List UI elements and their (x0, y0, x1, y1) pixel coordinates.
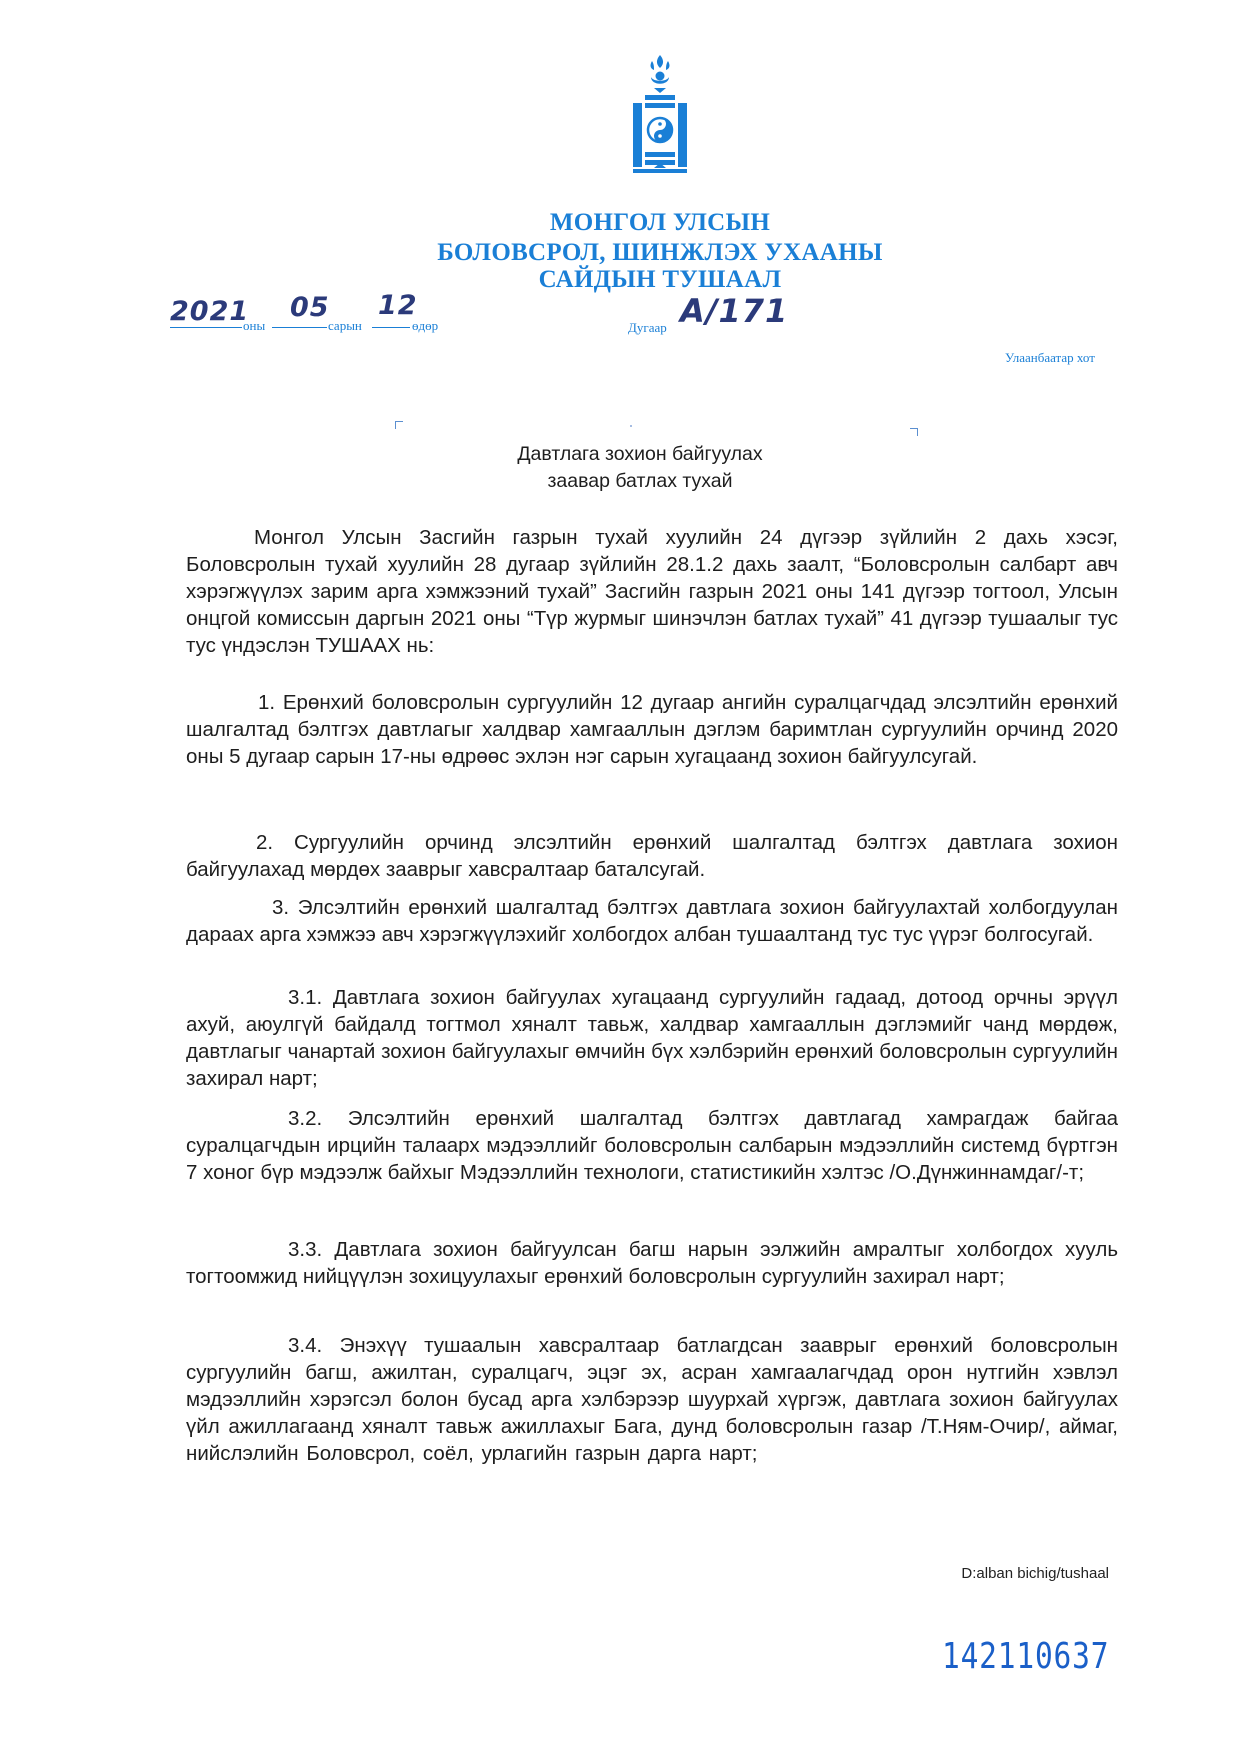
item-2: 2. Сургуулийн орчинд элсэлтийн ерөнхий шалгалтад бэлтгэх давтлага зохион байгуулахад мөрдөх зааврыг хавсралтаар баталсугай. (186, 830, 1118, 881)
soyombo-emblem-icon (621, 55, 699, 190)
date-month-suffix: сарын (328, 318, 362, 333)
header-line-ministry: БОЛОВСРОЛ, ШИНЖЛЭХ УХААНЫ (437, 239, 883, 266)
file-path-footer: D:alban bichig/tushaal (961, 1565, 1109, 1582)
subject-corner-right (910, 428, 918, 436)
date-day-handwritten: 12 (378, 290, 418, 321)
intro-text: Монгол Улсын Засгийн газрын тухай хуулийн 24 дүгээр зүйлийн 2 дахь хэсэг, Боловсролын тухай хуулийн 28 дугаар зүйлийн 28.1.2 дахь заалт, “Боловсролын салбарт авч хэрэгжүүлэх зарим арга хэмжээний тухай” Засгийн газрын 2021 оны 141 дүгээр тогтоол, Улсын онцгой комиссын даргын 2021 оны “Түр журмыг шинэчлэн батлах тухай” 41 дүгээр тушаалыг тус тус үндэслэн ТУШААХ нь: (186, 526, 1118, 657)
order-number-label: Дугаар (628, 320, 667, 335)
item-3-4: 3.4. Энэхүү тушаалын хавсралтаар батлагдсан зааврыг ерөнхий боловсролын сургуулийн багш, ажилтан, суралцагч, эцэг эх, асран хамгаалагчдад орон нутгийн хэвлэл мэдээллийн хэрэгсэл болон бусад арга хэлбэрээр шуурхай хүргэж, давтлага зохион байгуулах үйл ажиллагаанд хяналт тавьж ажиллахыг Бага, дунд боловсролын газар /Т.Ням-Очир/, аймаг, нийслэлийн Боловсрол, соёл, урлагийн газрын дарга нарт; (186, 1333, 1118, 1465)
intro-paragraph (186, 524, 1118, 659)
date-year-underline (170, 327, 242, 328)
city-label: Улаанбаатар хот (1005, 350, 1095, 365)
subject-line-1: Давтлага зохион байгуулах (517, 443, 763, 465)
date-year-handwritten: 2021 (170, 296, 250, 327)
subject-corner-left (395, 421, 403, 429)
date-month-handwritten: 05 (290, 292, 330, 323)
date-year-suffix: оны (243, 318, 266, 333)
date-month-underline (272, 327, 327, 328)
item-3-3: 3.3. Давтлага зохион байгуулсан багш нарын ээлжийн амралтыг холбогдох хууль тогтоомжид нийцүүлэн зохицуулахыг ерөнхий боловсролын сургуулийн захирал нарт; (186, 1237, 1118, 1288)
header-line-country: МОНГОЛ УЛСЫН (549, 209, 771, 236)
item-3-1: 3.1. Давтлага зохион байгуулах хугацаанд сургуулийн гадаад, дотоод орчны эрүүл ахуй, аюулгүй байдалд тогтмол хяналт тавьж, халдвар хамгааллын дэглэмийг чанд мөрдөж, давтлагыг чанартай зохион байгуулахыг өмчийн бүх хэлбэрийн ерөнхий боловсролын сургуулийн захирал нарт; (186, 985, 1118, 1090)
order-number-handwritten: А/171 (680, 292, 789, 330)
date-day-suffix: өдөр (412, 318, 439, 333)
item-1: 1. Ерөнхий боловсролын сургуулийн 12 дугаар ангийн суралцагчдад элсэлтийн ерөнхий шалгалтад бэлтгэх давтлагыг халдвар хамгааллын дэглэм баримтлан сургуулийн орчинд 2020 оны 5 дугаар сарын 17-ны өдрөөс эхлэн нэг сарын хугацаанд зохион байгуулсугай. (186, 690, 1118, 768)
stamp-number: 142110637 (942, 1636, 1110, 1677)
header-line-order-title: САЙДЫН ТУШААЛ (538, 266, 782, 293)
item-3-2: 3.2. Элсэлтийн ерөнхий шалгалтад бэлтгэх давтлагад хамрагдаж байгаа суралцагчдын ирцийн талаарх мэдээллийг боловсролын салбарын мэдээллийн системд бүртгэн 7 хоног бүр мэдээлж байхыг Мэдээллийн технологи, статистикийн хэлтэс /О.Дүнжиннамдаг/-т; (186, 1106, 1118, 1184)
subject-line-2: заавар батлах тухай (547, 470, 733, 492)
item-3: 3. Элсэлтийн ерөнхий шалгалтад бэлтгэх давтлага зохион байгуулахтай холбогдуулан дараах арга хэмжээ авч хэрэгжүүлэхийг холбогдох албан тушаалтанд тус тус үүрэг болгосугай. (186, 895, 1118, 946)
subject-mark-dot (630, 425, 632, 427)
date-day-underline (372, 327, 410, 328)
